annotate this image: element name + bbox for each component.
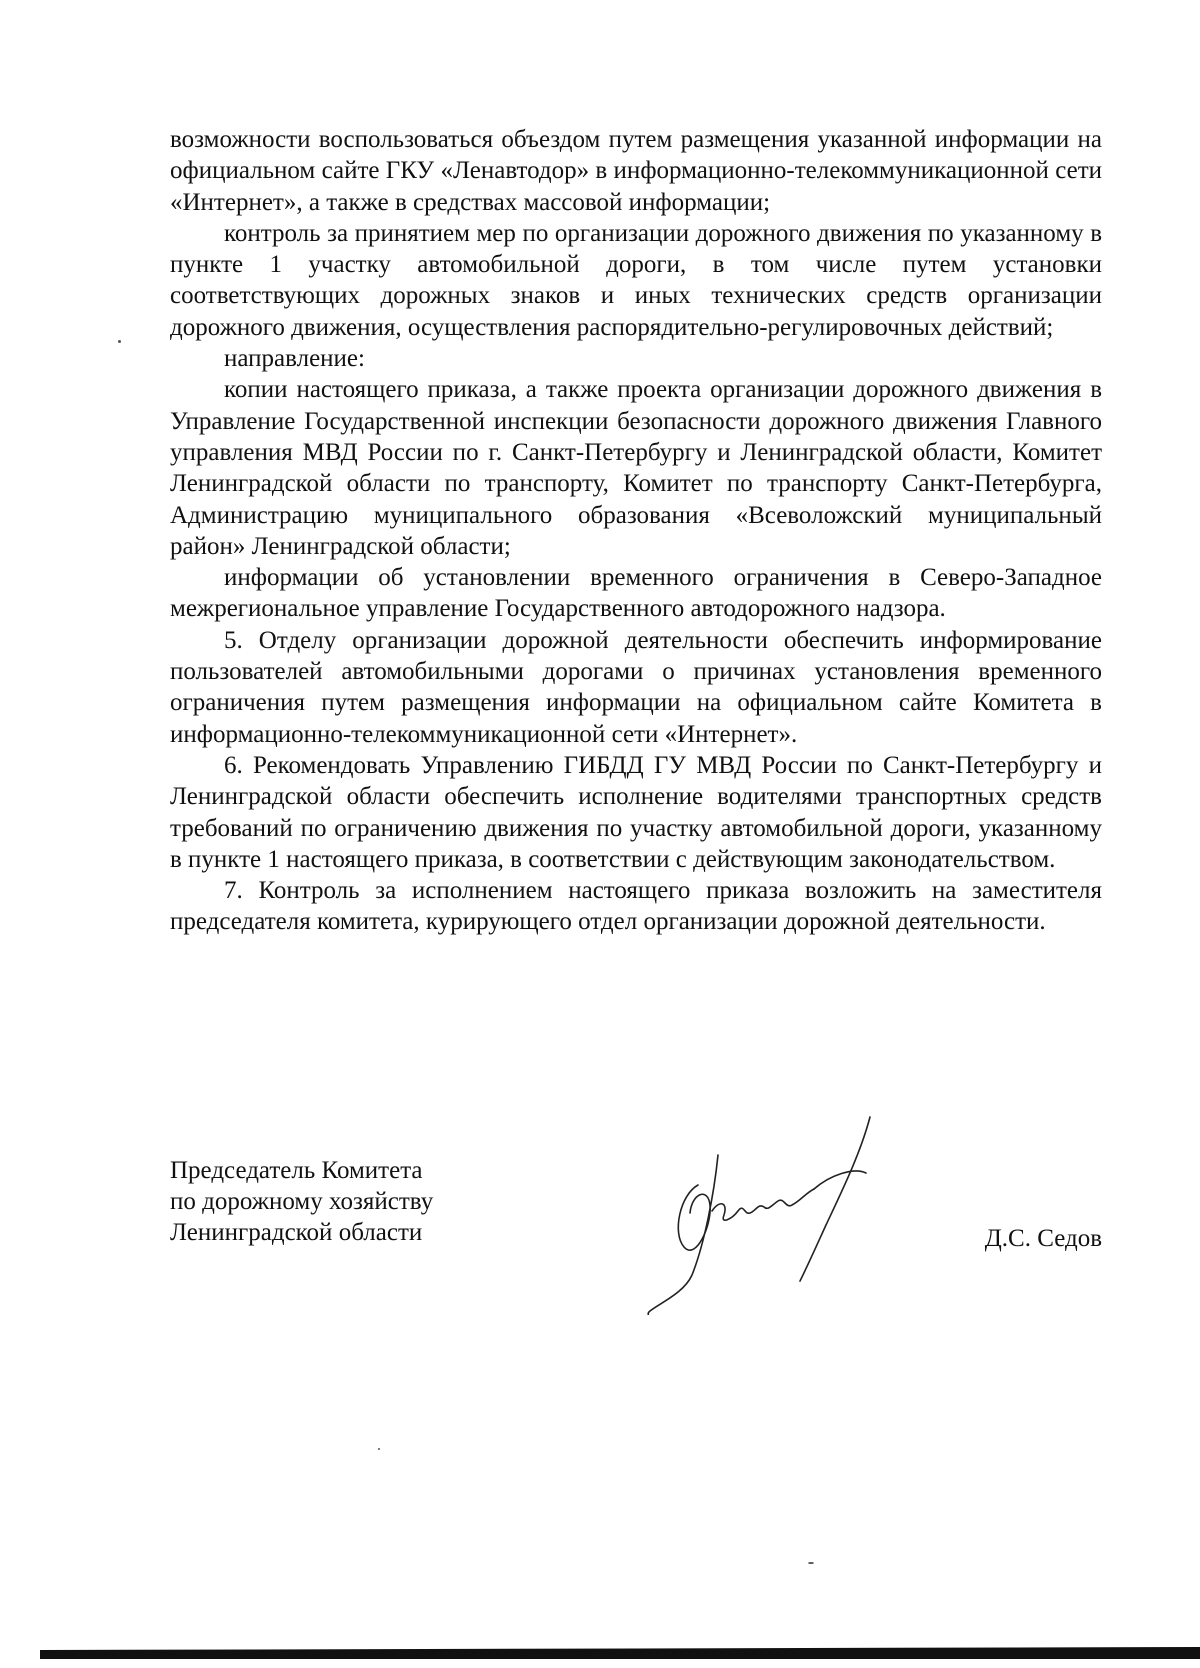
handwritten-signature (640, 1115, 900, 1315)
paragraph-control: контроль за принятием мер по организации дорожного движения по указанному в пункте 1 участку автомобильной дороги, в том числе путем установки соответствующих дорожных знаков и иных технических средств организации дорожного движения, осуществления распорядительно-регулировочных действий; (170, 219, 1102, 341)
paragraph-item-7: 7. Контроль за исполнением настоящего приказа возложить на заместителя председателя комитета, курирующего отдел организации дорожной деятельности. (170, 877, 1102, 936)
bottom-edge-border (40, 1647, 1200, 1659)
paragraph-item-6: 6. Рекомендовать Управлению ГИБДД ГУ МВД России по Санкт-Петербургу и Ленинградской области обеспечить исполнение водителями транспортных средств требований по ограничению движения по участку автомобильной дороги, указанному в пункте 1 настоящего приказа, в соответствии с действующим законодательством. (170, 751, 1102, 873)
scan-speck (118, 340, 121, 343)
document-body (170, 124, 1102, 938)
signer-title-line: Председатель Комитета (170, 1157, 423, 1184)
scan-speck (808, 1562, 814, 1564)
signer-title-line: Ленинградской области (170, 1219, 423, 1246)
signer-name: Д.С. Седов (984, 1225, 1102, 1252)
signature-block (170, 1155, 1102, 1335)
paragraph-copies: копии настоящего приказа, а также проекта организации дорожного движения в Управление Государственной инспекции безопасности дорожного движения Главного управления МВД России по г. Санкт-Петербургу и Ленинградской области, Комитет Ленинградской области по транспорту, Комитет по транспорту Санкт-Петербурга, Администрацию муниципального образования «Всеволожский муниципальный район» Ленинградской области; (170, 376, 1102, 560)
signer-title-line: по дорожному хозяйству (170, 1188, 434, 1215)
signer-title (170, 1155, 490, 1248)
scan-speck (378, 1448, 380, 1450)
paragraph-continuation: возможности воспользоваться объездом путем размещения указанной информации на официальном сайте ГКУ «Ленавтодор» в информационно-телекоммуникационной сети «Интернет», а также в средствах массовой информации; (170, 126, 1102, 216)
paragraph-direction-heading: направление: (224, 345, 365, 373)
paragraph-information: информации об установлении временного ограничения в Северо-Западное межрегиональное управление Государственного автодорожного надзора. (170, 564, 1102, 623)
paragraph-item-5: 5. Отделу организации дорожной деятельности обеспечить информирование пользователей автомобильными дорогами о причинах установления временного ограничения путем размещения информации на официальном сайте Комитета в информационно-телекоммуникационной сети «Интернет». (170, 626, 1102, 748)
